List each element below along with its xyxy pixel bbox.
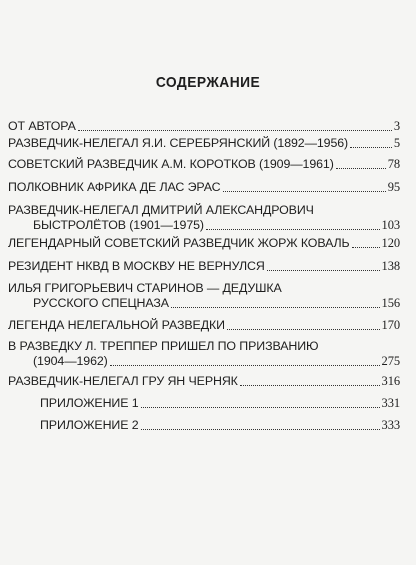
dot-leader: [267, 270, 380, 271]
toc-entry-title-line1: ИЛЬЯ ГРИГОРЬЕВИЧ СТАРИНОВ — ДЕДУШКА: [8, 281, 282, 295]
toc-entry-title: ЛЕГЕНДА НЕЛЕГАЛЬНОЙ РАЗВЕДКИ: [8, 318, 225, 332]
toc-entry-title-line2: (1904—1962): [33, 354, 108, 368]
toc-entry-title: ПРИЛОЖЕНИЕ 1: [40, 396, 139, 410]
dot-leader: [171, 307, 380, 308]
toc-entry: [8, 136, 400, 151]
toc-page-number: 120: [381, 236, 400, 250]
toc-entry: [8, 318, 400, 333]
toc-entry-title: ОТ АВТОРА: [8, 119, 76, 133]
toc-entry-title: ПРИЛОЖЕНИЕ 2: [40, 418, 139, 432]
toc-entry: [8, 157, 400, 172]
dot-leader: [227, 329, 380, 330]
toc-entry-title-line1: РАЗВЕДЧИК-НЕЛЕГАЛ ДМИТРИЙ АЛЕКСАНДРОВИЧ: [8, 203, 314, 217]
toc-entry-title: РАЗВЕДЧИК-НЕЛЕГАЛ ГРУ ЯН ЧЕРНЯК: [8, 374, 238, 388]
toc-entry: [8, 281, 400, 311]
toc-entry: [40, 418, 400, 433]
toc-entry-title: РЕЗИДЕНТ НКВД В МОСКВУ НЕ ВЕРНУЛСЯ: [8, 259, 265, 273]
toc-entry-title-line2: РУССКОГО СПЕЦНАЗА: [33, 296, 169, 310]
toc-page-number: 333: [381, 418, 400, 432]
toc-entry-title: РАЗВЕДЧИК-НЕЛЕГАЛ Я.И. СЕРЕБРЯНСКИЙ (1892—1956): [8, 136, 349, 150]
toc-entry: [8, 203, 400, 233]
dot-leader: [240, 385, 380, 386]
toc-page-number: 95: [387, 180, 400, 194]
dot-leader: [350, 147, 392, 148]
toc-page-number: 275: [381, 354, 400, 368]
toc-entry-title: ПОЛКОВНИК АФРИКА ДЕ ЛАС ЭРАС: [8, 180, 221, 194]
dot-leader: [223, 191, 386, 192]
toc-page-number: 5: [393, 136, 400, 150]
page-title: СОДЕРЖАНИЕ: [155, 74, 261, 91]
dot-leader: [110, 365, 380, 366]
dot-leader: [78, 130, 392, 131]
toc-entry: [8, 374, 400, 389]
toc-page-number: 78: [387, 157, 400, 171]
toc-entry: [8, 339, 400, 369]
dot-leader: [141, 407, 380, 408]
toc-entry: [8, 236, 400, 251]
toc-entry-title: ЛЕГЕНДАРНЫЙ СОВЕТСКИЙ РАЗВЕДЧИК ЖОРЖ КОВАЛЬ: [8, 236, 350, 250]
toc-entry: [8, 259, 400, 274]
toc-entry: [40, 396, 400, 411]
dot-leader: [336, 168, 386, 169]
toc-page-number: 170: [381, 318, 400, 332]
dot-leader: [352, 247, 380, 248]
toc-entry-title: СОВЕТСКИЙ РАЗВЕДЧИК А.М. КОРОТКОВ (1909—1961): [8, 157, 334, 171]
dot-leader: [141, 429, 380, 430]
toc-page-number: 138: [381, 259, 400, 273]
toc-page-number: 331: [381, 396, 400, 410]
toc-page-number: 3: [393, 119, 400, 133]
toc-page-number: 156: [381, 296, 400, 310]
toc-entry-title-line1: В РАЗВЕДКУ Л. ТРЕППЕР ПРИШЕЛ ПО ПРИЗВАНИЮ: [8, 339, 319, 353]
toc-page-number: 103: [381, 218, 400, 232]
toc-page-number: 316: [381, 374, 400, 388]
dot-leader: [206, 229, 380, 230]
toc-entry-title-line2: БЫСТРОЛЁТОВ (1901—1975): [33, 218, 204, 232]
toc-entry: [8, 119, 400, 134]
toc-entry: [8, 180, 400, 195]
